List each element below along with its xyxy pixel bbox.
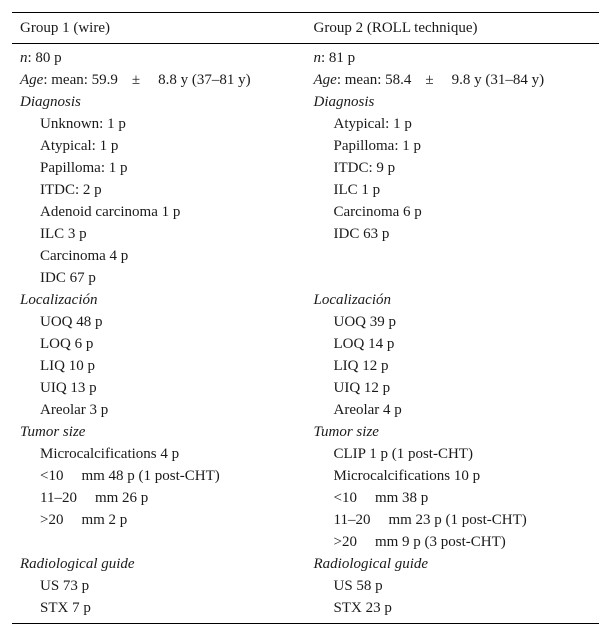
g2-diagnosis-item: IDC 63 p	[333, 226, 390, 242]
g2-guide-title: Radiological guide	[313, 556, 429, 572]
g2-localization-title: Localización	[313, 292, 391, 308]
g2-diagnosis-item: ILC 1 p	[333, 182, 381, 198]
g2-tumor-item: >20 mm 9 p (3 post-CHT)	[333, 534, 506, 550]
table-header	[12, 13, 599, 43]
g1-tumor-item: <10 mm 48 p (1 post-CHT)	[40, 468, 220, 484]
g2-blank-row	[314, 245, 600, 267]
g2-tumor-title: Tumor size	[313, 424, 379, 440]
g1-localization-item: LOQ 6 p	[40, 336, 94, 352]
g1-age-row: Age: mean: 59.9 ± 8.8 y (37–81 y)	[20, 72, 251, 88]
g1-blank-row	[20, 531, 306, 553]
group-1-column	[12, 47, 306, 619]
g1-diagnosis-title: Diagnosis	[20, 94, 81, 110]
g1-localization-item: Areolar 3 p	[40, 402, 109, 418]
g1-diagnosis-item: Adenoid carcinoma 1 p	[40, 204, 181, 220]
g1-n-row: n: 80 p	[20, 50, 62, 66]
g1-guide-title: Radiological guide	[20, 556, 135, 572]
comparison-table	[12, 12, 599, 624]
g2-localization-item: Areolar 4 p	[333, 402, 402, 418]
group-2-column	[306, 47, 600, 619]
g2-localization-item: LOQ 14 p	[333, 336, 395, 352]
g1-localization-item: UOQ 48 p	[40, 314, 103, 330]
g1-tumor-item: 11–20 mm 26 p	[40, 490, 149, 506]
g2-localization-item: UOQ 39 p	[333, 314, 396, 330]
g2-n-row: n: 81 p	[313, 50, 356, 66]
g1-guide-item: STX 7 p	[40, 600, 91, 616]
g2-diagnosis-item: Atypical: 1 p	[333, 116, 412, 132]
g2-localization-item: LIQ 12 p	[333, 358, 389, 374]
g2-tumor-item: Microcalcifications 10 p	[333, 468, 481, 484]
g2-diagnosis-title: Diagnosis	[313, 94, 375, 110]
g1-diagnosis-item: Papilloma: 1 p	[40, 160, 128, 176]
g2-blank-row	[314, 267, 600, 289]
g2-diagnosis-item: ITDC: 9 p	[333, 160, 396, 176]
g1-tumor-item: Microcalcifications 4 p	[40, 446, 180, 462]
g1-diagnosis-item: IDC 67 p	[40, 270, 96, 286]
g2-tumor-item: 11–20 mm 23 p (1 post-CHT)	[333, 512, 527, 528]
g2-diagnosis-item: Papilloma: 1 p	[333, 138, 421, 154]
g1-diagnosis-item: Carcinoma 4 p	[40, 248, 129, 264]
table-body	[12, 44, 599, 619]
g1-tumor-item: >20 mm 2 p	[40, 512, 128, 528]
g2-guide-item: US 58 p	[333, 578, 383, 594]
g1-diagnosis-item: Atypical: 1 p	[40, 138, 119, 154]
header-group-2: Group 2 (ROLL technique)	[313, 19, 478, 36]
g1-diagnosis-item: Unknown: 1 p	[40, 116, 126, 132]
g1-diagnosis-item: ITDC: 2 p	[40, 182, 102, 198]
g2-tumor-item: CLIP 1 p (1 post-CHT)	[333, 446, 473, 462]
g1-localization-item: LIQ 10 p	[40, 358, 95, 374]
g1-tumor-title: Tumor size	[20, 424, 86, 440]
g1-localization-title: Localización	[20, 292, 98, 308]
g2-tumor-item: <10 mm 38 p	[333, 490, 429, 506]
header-group-1: Group 1 (wire)	[20, 19, 110, 36]
g2-localization-item: UIQ 12 p	[333, 380, 391, 396]
g1-diagnosis-item: ILC 3 p	[40, 226, 87, 242]
g2-age-row: Age: mean: 58.4 ± 9.8 y (31–84 y)	[313, 72, 545, 88]
table-bottom-rule	[12, 623, 599, 624]
g1-guide-item: US 73 p	[40, 578, 90, 594]
g1-localization-item: UIQ 13 p	[40, 380, 97, 396]
g2-diagnosis-item: Carcinoma 6 p	[333, 204, 422, 220]
g2-guide-item: STX 23 p	[333, 600, 392, 616]
